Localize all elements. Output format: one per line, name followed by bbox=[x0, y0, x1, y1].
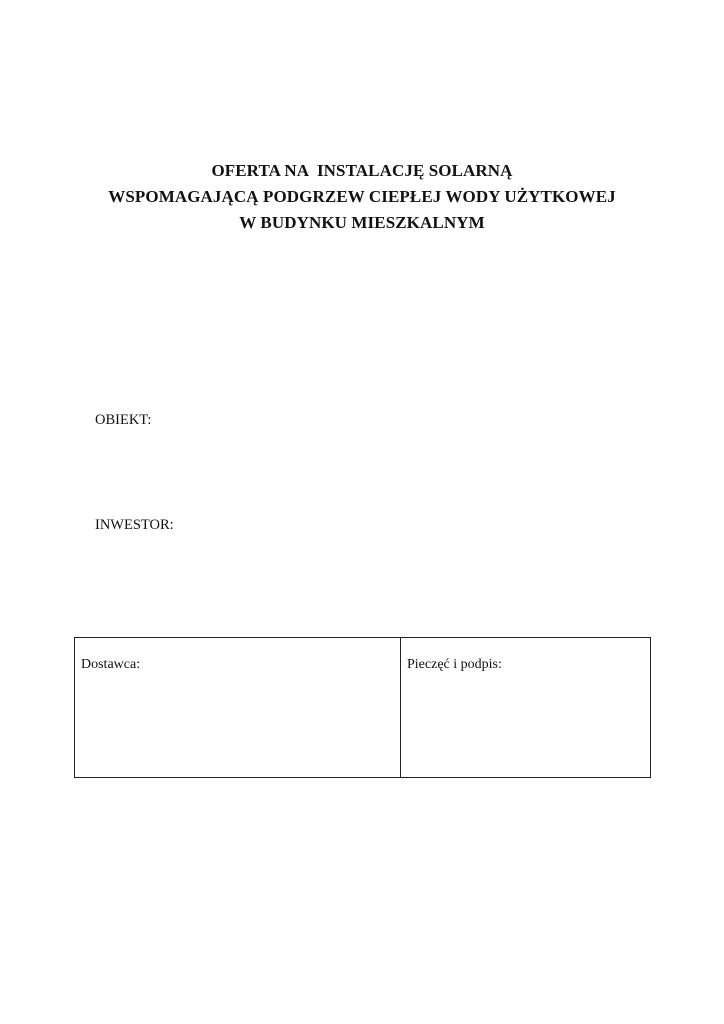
investor-label: INWESTOR: bbox=[95, 517, 174, 533]
supplier-cell bbox=[75, 638, 401, 777]
object-label: OBIEKT: bbox=[95, 412, 152, 428]
supplier-label: Dostawca: bbox=[81, 657, 141, 672]
stamp-signature-label: Pieczęć i podpis: bbox=[407, 657, 502, 672]
stamp-signature-cell bbox=[401, 638, 650, 777]
title-line-2: WSPOMAGAJĄCĄ PODGRZEW CIEPŁEJ WODY UŻYTKOWEJ bbox=[108, 187, 616, 206]
title-line-1: OFERTA NA INSTALACJĘ SOLARNĄ bbox=[211, 161, 513, 180]
title-line-3: W BUDYNKU MIESZKALNYM bbox=[239, 213, 485, 232]
signature-table bbox=[74, 637, 651, 778]
document-title bbox=[0, 158, 724, 236]
